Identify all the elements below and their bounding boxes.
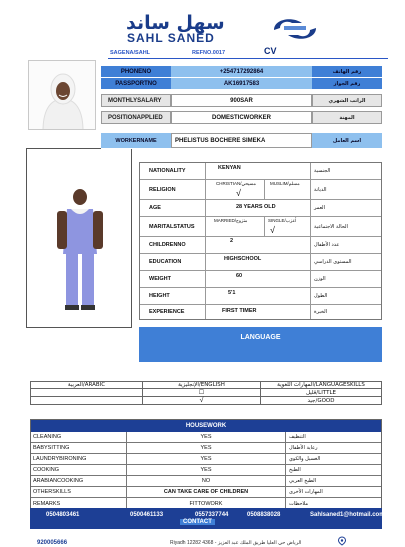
housework-value: CAN TAKE CARE OF CHILDREN	[126, 487, 286, 497]
skills-header: المهارات اللغوية/LANGUAGESKILLS	[261, 382, 382, 388]
position-label-ar: المهنة	[312, 111, 382, 124]
info-label-ar: الجنسية	[314, 168, 331, 174]
info-label-ar: الحالة الاجتماعية	[314, 223, 348, 230]
info-row-experience	[140, 305, 381, 319]
portrait-photo	[28, 60, 96, 130]
info-row-children	[140, 237, 381, 254]
arabic-header: العربية/ARABIC	[31, 382, 143, 388]
info-row-height	[140, 288, 381, 305]
worker-row	[101, 133, 382, 149]
position-value: DOMESTICWORKER	[171, 111, 312, 124]
footer-email[interactable]: Sahlsaned1@hotmail.com	[310, 512, 385, 518]
position-label: POSITIONAPPLIED	[101, 111, 171, 124]
divider	[264, 180, 265, 199]
info-label: WEIGHT	[140, 271, 206, 287]
housework-label: CLEANING	[33, 434, 62, 440]
phone-label: PHONENO	[101, 66, 171, 77]
info-label-ar: الطول	[314, 293, 328, 299]
skills-little-row	[30, 389, 382, 397]
info-label: HEIGHT	[140, 288, 206, 304]
info-label: NATIONALITY	[140, 163, 206, 179]
contact-label: CONTACT	[180, 519, 215, 525]
housework-value: FITTOWORK	[126, 498, 286, 509]
info-label: AGE	[140, 200, 206, 216]
arabic-little	[31, 389, 143, 396]
muslim-option: MUSLIM/مسلم	[270, 181, 300, 186]
info-label: CHILDRENNO	[140, 237, 206, 253]
worker-label: WORKERNAME	[101, 133, 171, 148]
info-value: KENYAN	[206, 163, 311, 179]
info-row-education	[140, 254, 381, 271]
info-label: EXPERIENCE	[140, 305, 206, 319]
worker-value: PHELISTUS BOCHERE SIMEKA	[171, 133, 312, 148]
housework-label: ARABIANCOOKING	[33, 478, 84, 484]
language-skills-table	[30, 381, 382, 405]
divider	[264, 217, 265, 236]
housework-value: NO	[126, 476, 286, 486]
little-label: قليل/LITTLE	[261, 389, 382, 396]
info-label-ar: عدد الأطفال	[314, 242, 340, 248]
full-body-figure-icon	[27, 149, 132, 328]
housework-label-ar: الغسيل والكوي	[289, 456, 321, 462]
info-value: 2	[206, 237, 311, 253]
info-row-age	[140, 200, 381, 217]
phone-row	[101, 66, 382, 78]
housework-label: BABYSITTING	[33, 445, 70, 451]
cv-label: CV	[264, 46, 277, 56]
passport-value: AK16917583	[171, 78, 312, 89]
footer-phone[interactable]: 0557337744	[195, 512, 229, 518]
housework-label: LAUNDRYBIRONING	[33, 456, 87, 462]
housework-label-ar: رعاية الأطفال	[289, 445, 318, 451]
housework-row	[31, 476, 381, 487]
arabic-good	[31, 397, 143, 404]
housework-label: OTHERSKILLS	[33, 489, 71, 495]
housework-label-ar: الطبخ	[289, 467, 301, 473]
info-value: HIGHSCHOOL	[206, 254, 311, 270]
skills-good-row	[30, 397, 382, 405]
footer-number: 920005666	[37, 540, 68, 546]
logo-arabic: سهل ساند	[126, 12, 225, 34]
single-option: SINGLE/أعزب	[268, 218, 297, 223]
married-option: MARRIED/متزوج	[214, 218, 248, 223]
info-label-ar: العمر	[314, 205, 325, 211]
position-row	[101, 111, 382, 125]
footer-address: Riyadh 12282 4368 - الرياض حي العليا طريق الملك عبد العزيز	[170, 540, 302, 546]
info-row-nationality	[140, 163, 381, 180]
housework-row	[31, 443, 381, 454]
info-value: 60	[206, 271, 311, 287]
ref-code: REFNO.0017	[192, 50, 226, 56]
phone-label-ar: رقم الهاتف	[312, 66, 382, 77]
christian-option: CHRISTIAN/مسيحي	[216, 181, 256, 186]
housework-value: YES	[126, 432, 286, 442]
info-label: EDUCATION	[140, 254, 206, 270]
housework-label: COOKING	[33, 467, 59, 473]
phone-value: +254717292864	[171, 66, 312, 77]
info-label-ar: الديانة	[314, 186, 327, 193]
contact-table	[101, 66, 382, 149]
housework-label-ar: الطبخ العربي	[289, 478, 316, 484]
housework-label: REMARKS	[33, 500, 61, 507]
footer-phone[interactable]: 0500461133	[130, 512, 164, 518]
housework-table	[30, 419, 382, 510]
english-header: الإنجليزية/ENGLISH	[143, 382, 261, 388]
english-little-box: ☐	[143, 389, 261, 396]
info-value: 5'1	[206, 288, 311, 304]
english-good-check: √	[143, 397, 261, 404]
housework-row	[31, 465, 381, 476]
info-row-religion	[140, 180, 381, 200]
language-header: LANGUAGE	[139, 327, 382, 347]
religion-check: √	[236, 188, 241, 198]
housework-header: HOUSEWORK	[31, 420, 381, 432]
housework-row	[31, 432, 381, 443]
logo-english: SAHL SANED	[127, 31, 215, 45]
info-value: FIRST TIMER	[206, 305, 311, 319]
good-label: جيد/GOOD	[261, 397, 382, 404]
marital-check: √	[270, 225, 275, 235]
info-label: RELIGION	[140, 180, 206, 199]
housework-value: YES	[126, 465, 286, 475]
location-icon	[337, 536, 347, 546]
footer-phone[interactable]: 0508838028	[247, 512, 281, 518]
footer-phone[interactable]: 0504803461	[46, 512, 80, 518]
info-label: MARITALSTATUS	[140, 217, 206, 236]
housework-row	[31, 454, 381, 465]
salary-value: 900SAR	[171, 94, 312, 107]
info-value	[206, 217, 311, 236]
salary-row	[101, 94, 382, 108]
housework-row	[31, 487, 381, 498]
personal-info-table	[139, 162, 382, 320]
salary-label: MONTHLYSALARY	[101, 94, 171, 107]
info-row-weight	[140, 271, 381, 288]
full-body-photo	[26, 148, 132, 328]
skills-header-row	[30, 381, 382, 389]
housework-label-ar: المهارات الأخرى	[289, 489, 323, 495]
ref-prefix: SAGENA/SAHL	[110, 50, 151, 56]
language-banner	[139, 347, 382, 362]
info-label-ar: الخبرة	[314, 309, 328, 315]
info-value	[206, 180, 311, 199]
housework-value: YES	[126, 454, 286, 464]
salary-label-ar: الراتب الشهري	[312, 94, 382, 107]
info-row-marital	[140, 217, 381, 237]
info-label-ar: الوزن	[314, 276, 326, 282]
logo-icon	[270, 14, 320, 44]
housework-value: YES	[126, 443, 286, 453]
passport-row	[101, 78, 382, 90]
worker-label-ar: اسم العامل	[312, 133, 382, 148]
contact-footer	[30, 508, 385, 529]
passport-label-ar: رقم الجواز	[312, 78, 382, 89]
housework-label-ar: التنظيف	[289, 434, 306, 440]
info-label-ar: المستوى الدراسي	[314, 259, 352, 265]
info-value: 28 YEARS OLD	[206, 200, 311, 216]
passport-label: PASSPORTNO	[101, 78, 171, 89]
header-rule	[108, 58, 388, 59]
portrait-figure-icon	[29, 61, 96, 130]
housework-label-ar: ملاحظات	[289, 500, 309, 507]
